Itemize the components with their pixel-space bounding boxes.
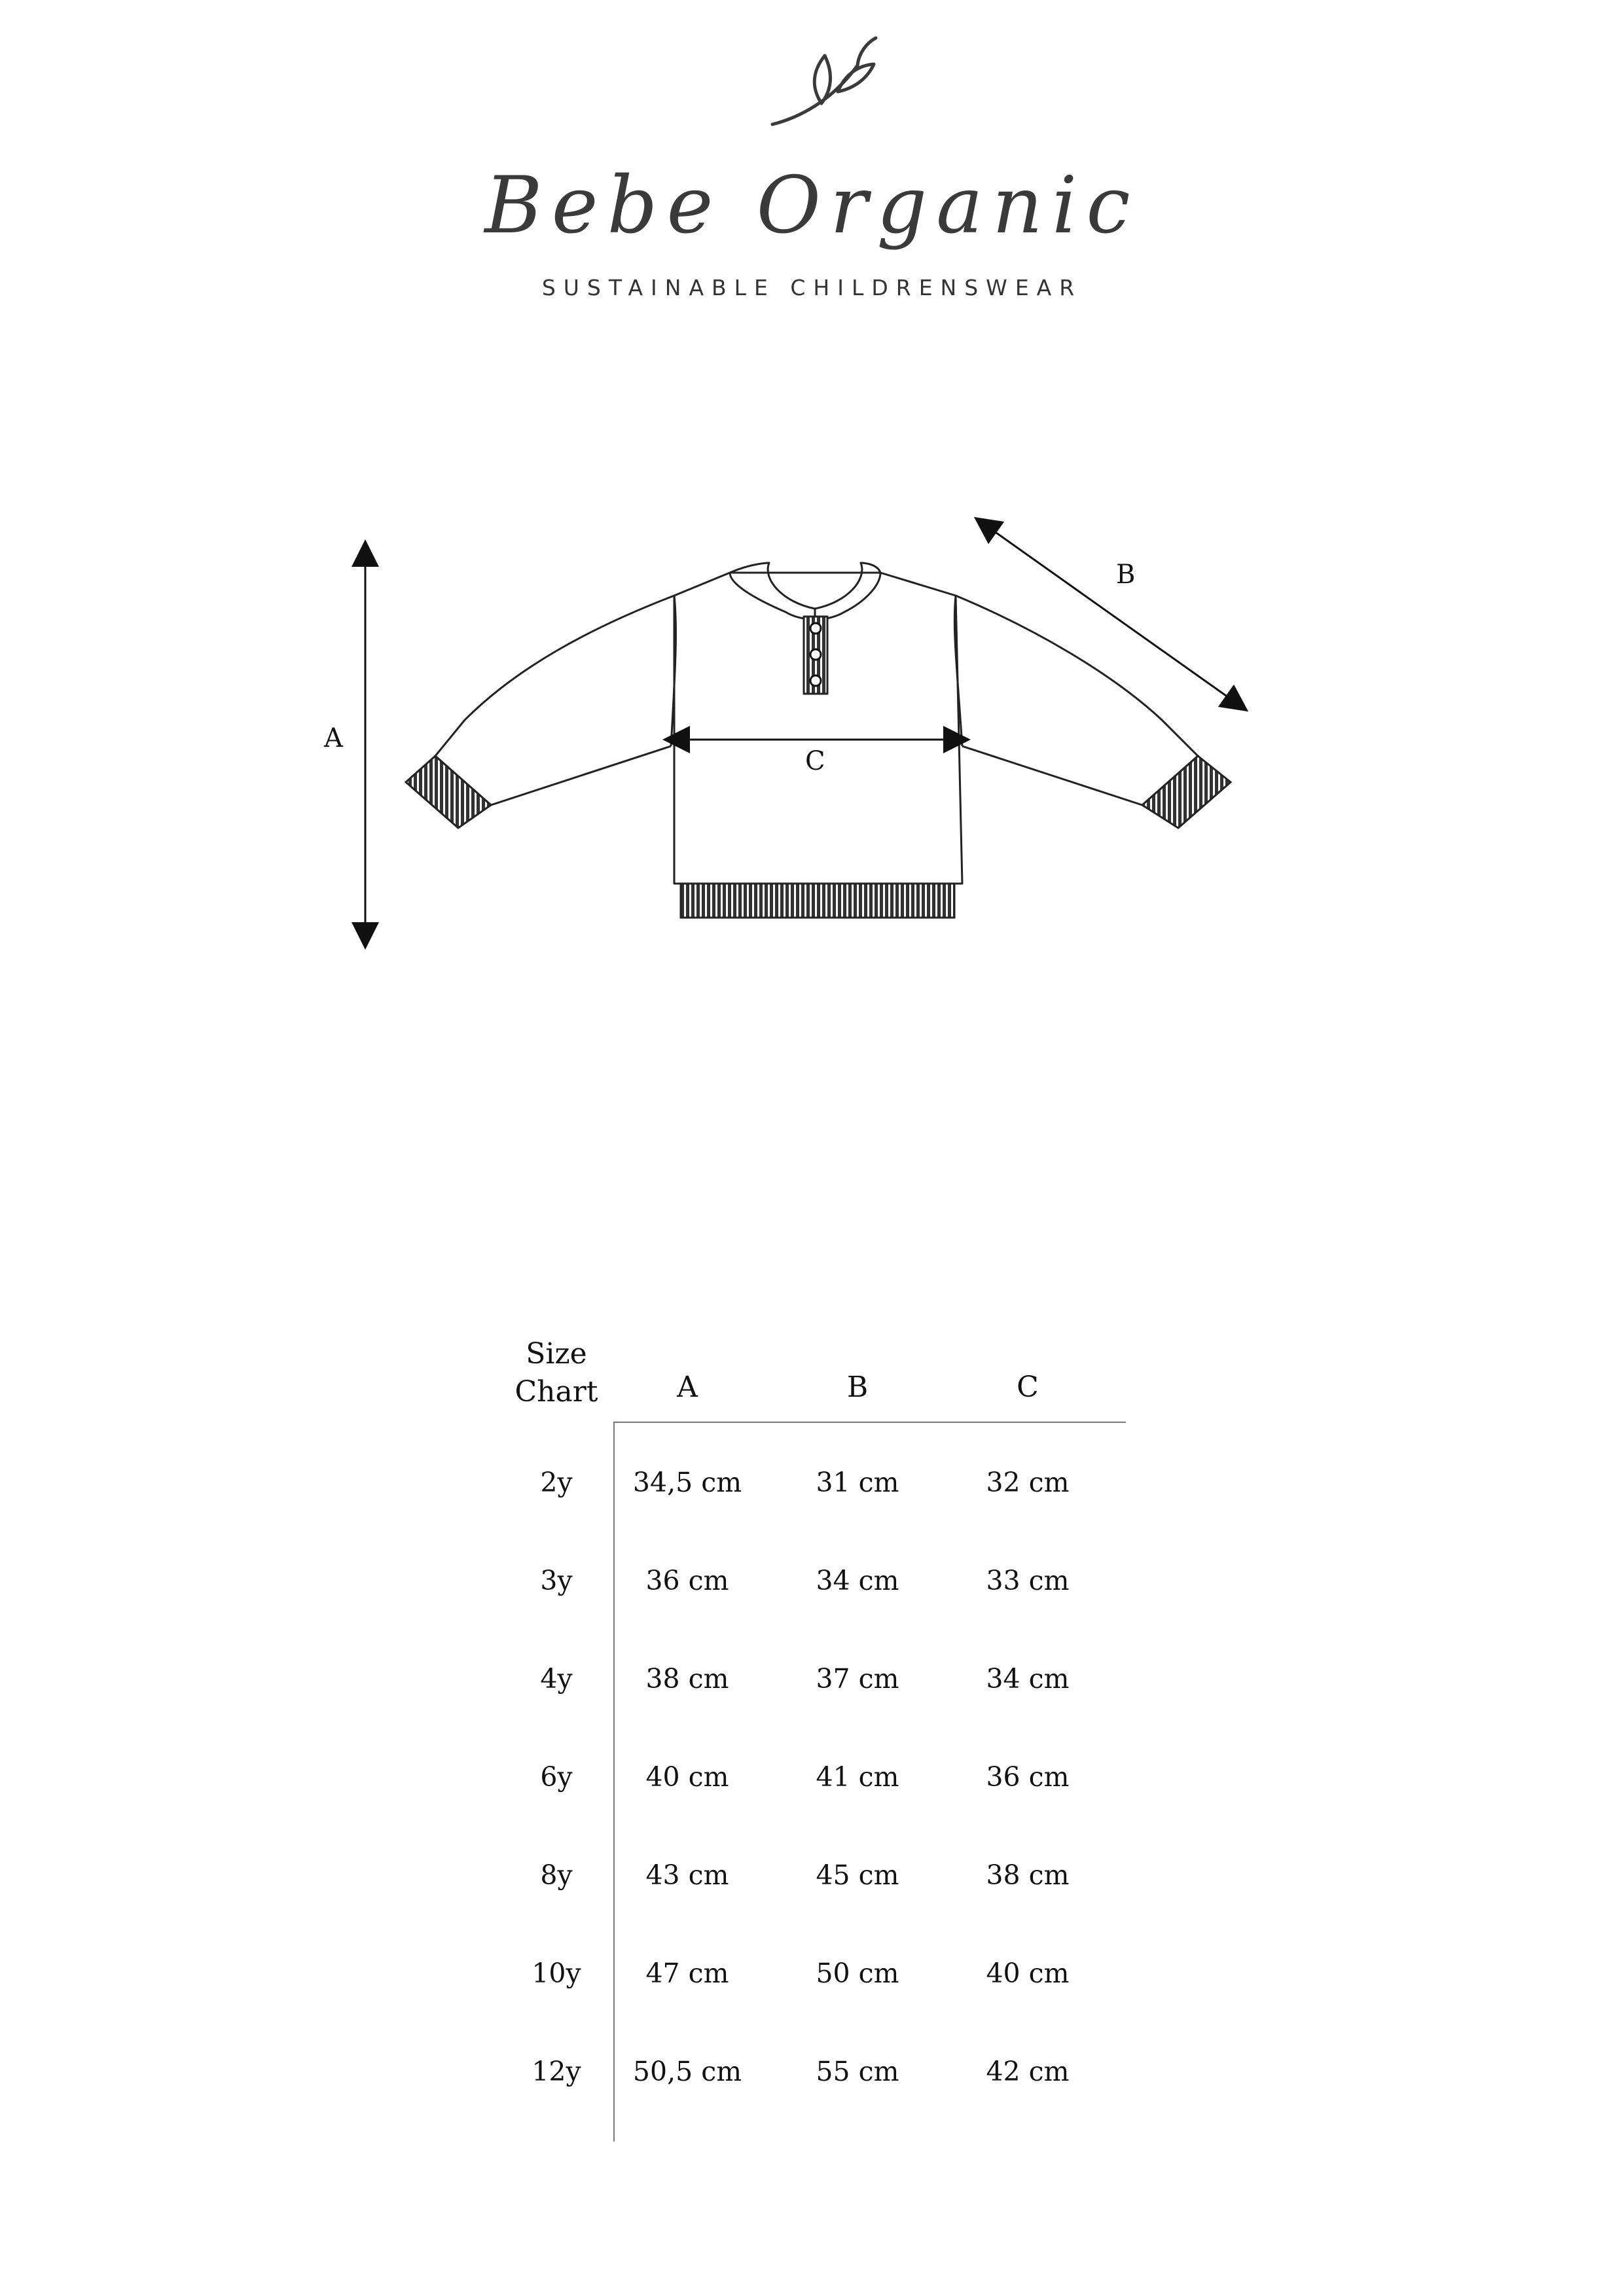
garment-diagram <box>0 497 1624 1021</box>
cell-a: 40 cm <box>645 1761 729 1793</box>
cell-a: 50,5 cm <box>632 2056 742 2087</box>
cell-a: 47 cm <box>645 1958 729 1989</box>
left-sleeve <box>435 596 674 805</box>
table-row <box>497 1460 1126 1505</box>
size-cell: 10y <box>532 1958 581 1989</box>
cell-c: 42 cm <box>986 2056 1070 2087</box>
table-row <box>497 2049 1126 2094</box>
button-icons <box>810 623 821 686</box>
cell-a: 36 cm <box>645 1565 729 1596</box>
size-cell: 4y <box>540 1663 573 1695</box>
header-divider <box>613 1422 1126 1423</box>
cell-c: 40 cm <box>986 1958 1070 1989</box>
table-row <box>497 1656 1126 1702</box>
brand-tagline: SUSTAINABLE CHILDRENSWEAR <box>541 275 1083 300</box>
cell-c: 33 cm <box>986 1565 1070 1596</box>
cell-b: 31 cm <box>816 1467 899 1498</box>
dimension-c-label: C <box>805 746 825 776</box>
column-header-a: A <box>677 1371 698 1404</box>
cell-c: 38 cm <box>986 1859 1070 1891</box>
size-cell: 3y <box>540 1565 573 1596</box>
right-sleeve <box>956 596 1198 805</box>
left-cuff <box>406 756 491 828</box>
brand-name: Bebe Organic <box>484 160 1140 251</box>
right-cuff <box>1142 756 1231 828</box>
cell-b: 50 cm <box>816 1958 899 1989</box>
cell-c: 34 cm <box>986 1663 1070 1695</box>
dimension-b-label: B <box>1116 560 1136 590</box>
size-chart-table <box>497 1329 1126 2153</box>
size-cell: 2y <box>540 1467 573 1498</box>
table-row <box>497 1950 1126 1996</box>
size-chart-title-line2: Chart <box>514 1375 598 1408</box>
size-chart-title <box>497 1335 615 1411</box>
cell-b: 37 cm <box>816 1663 899 1695</box>
cell-b: 55 cm <box>816 2056 899 2087</box>
size-cell: 6y <box>540 1761 573 1793</box>
cell-b: 41 cm <box>816 1761 899 1793</box>
size-cell: 12y <box>532 2056 581 2087</box>
table-row <box>497 1754 1126 1800</box>
cell-c: 32 cm <box>986 1467 1070 1498</box>
cell-c: 36 cm <box>986 1761 1070 1793</box>
cell-a: 38 cm <box>645 1663 729 1695</box>
size-cell: 8y <box>540 1859 573 1891</box>
brand-header <box>0 0 1624 340</box>
leaf-sprig-icon <box>759 26 890 137</box>
table-row <box>497 1558 1126 1604</box>
hem-ribbing <box>681 884 954 918</box>
cell-b: 45 cm <box>816 1859 899 1891</box>
cell-a: 43 cm <box>645 1859 729 1891</box>
cell-a: 34,5 cm <box>632 1467 742 1498</box>
size-chart-title-line1: Size <box>526 1337 587 1371</box>
dimension-b-arrow <box>985 525 1237 704</box>
dimension-a-label: A <box>324 723 343 753</box>
table-row <box>497 1852 1126 1898</box>
column-header-b: B <box>846 1371 869 1404</box>
cell-b: 34 cm <box>816 1565 899 1596</box>
column-header-c: C <box>1017 1371 1039 1404</box>
